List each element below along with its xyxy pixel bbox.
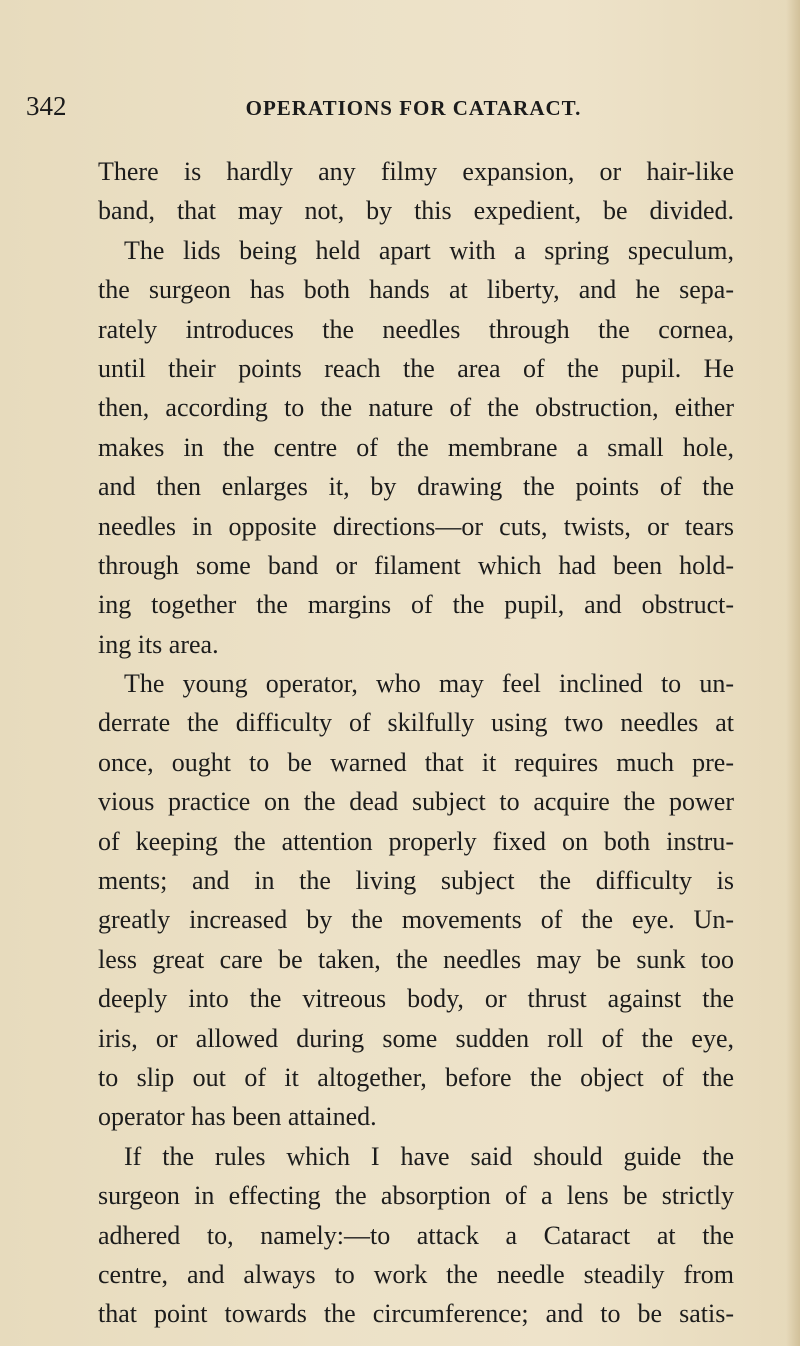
page-header [26,91,746,123]
text-line: centre, and always to work the needle steadily from [98,1259,734,1289]
text-line: to slip out of it altogether, before the object of the [98,1062,734,1092]
text-line: greatly increased by the movements of the eye. Un- [98,905,734,935]
running-head: OPERATIONS FOR CATARACT. [245,96,582,120]
text-line: less great care be taken, the needles may be sunk too [98,944,734,974]
text-line: until their points reach the area of the pupil. He [98,353,734,383]
text-line: band, that may not, by this expedient, be divided. [98,196,734,226]
text-line: ing together the margins of the pupil, and obstruct- [98,590,734,620]
text-line: that point towards the circumference; and to be satis- [98,1299,734,1329]
text-line: The young operator, who may feel inclined to un- [124,669,734,699]
page-edge-shadow [786,0,800,1346]
text-line: derrate the difficulty of skilfully using two needles at [98,708,734,738]
text-line: makes in the centre of the membrane a small hole, [98,432,734,462]
text-line: adhered to, namely:—to attack a Cataract at the [98,1220,734,1250]
text-line: vious practice on the dead subject to acquire the power [98,787,734,817]
page-number: 342 [26,91,67,121]
text-line: deeply into the vitreous body, or thrust against the [98,984,734,1014]
text-line: ments; and in the living subject the difficulty is [98,866,734,896]
text-line: ing its area. [98,629,219,659]
text-line: then, according to the nature of the obstruction, either [98,393,734,423]
text-line: and then enlarges it, by drawing the points of the [98,472,734,502]
text-line: surgeon in effecting the absorption of a lens be strictly [98,1181,734,1211]
text-line: once, ought to be warned that it requires much pre- [98,747,734,777]
text-line: through some band or filament which had been hold- [98,550,734,580]
text-line: the surgeon has both hands at liberty, and he sepa- [98,275,734,305]
text-line: There is hardly any filmy expansion, or hair-like [98,157,734,186]
text-line: If the rules which I have said should guide the [124,1141,734,1171]
text-line: The lids being held apart with a spring speculum, [124,235,734,265]
body-text [98,152,734,1334]
text-line: of keeping the attention properly fixed on both instru- [98,826,734,856]
text-line: iris, or allowed during some sudden roll of the eye, [98,1023,734,1053]
text-line: needles in opposite directions—or cuts, twists, or tears [98,511,734,541]
text-line: operator has been attained. [98,1102,377,1132]
text-line: rately introduces the needles through the cornea, [98,314,734,344]
